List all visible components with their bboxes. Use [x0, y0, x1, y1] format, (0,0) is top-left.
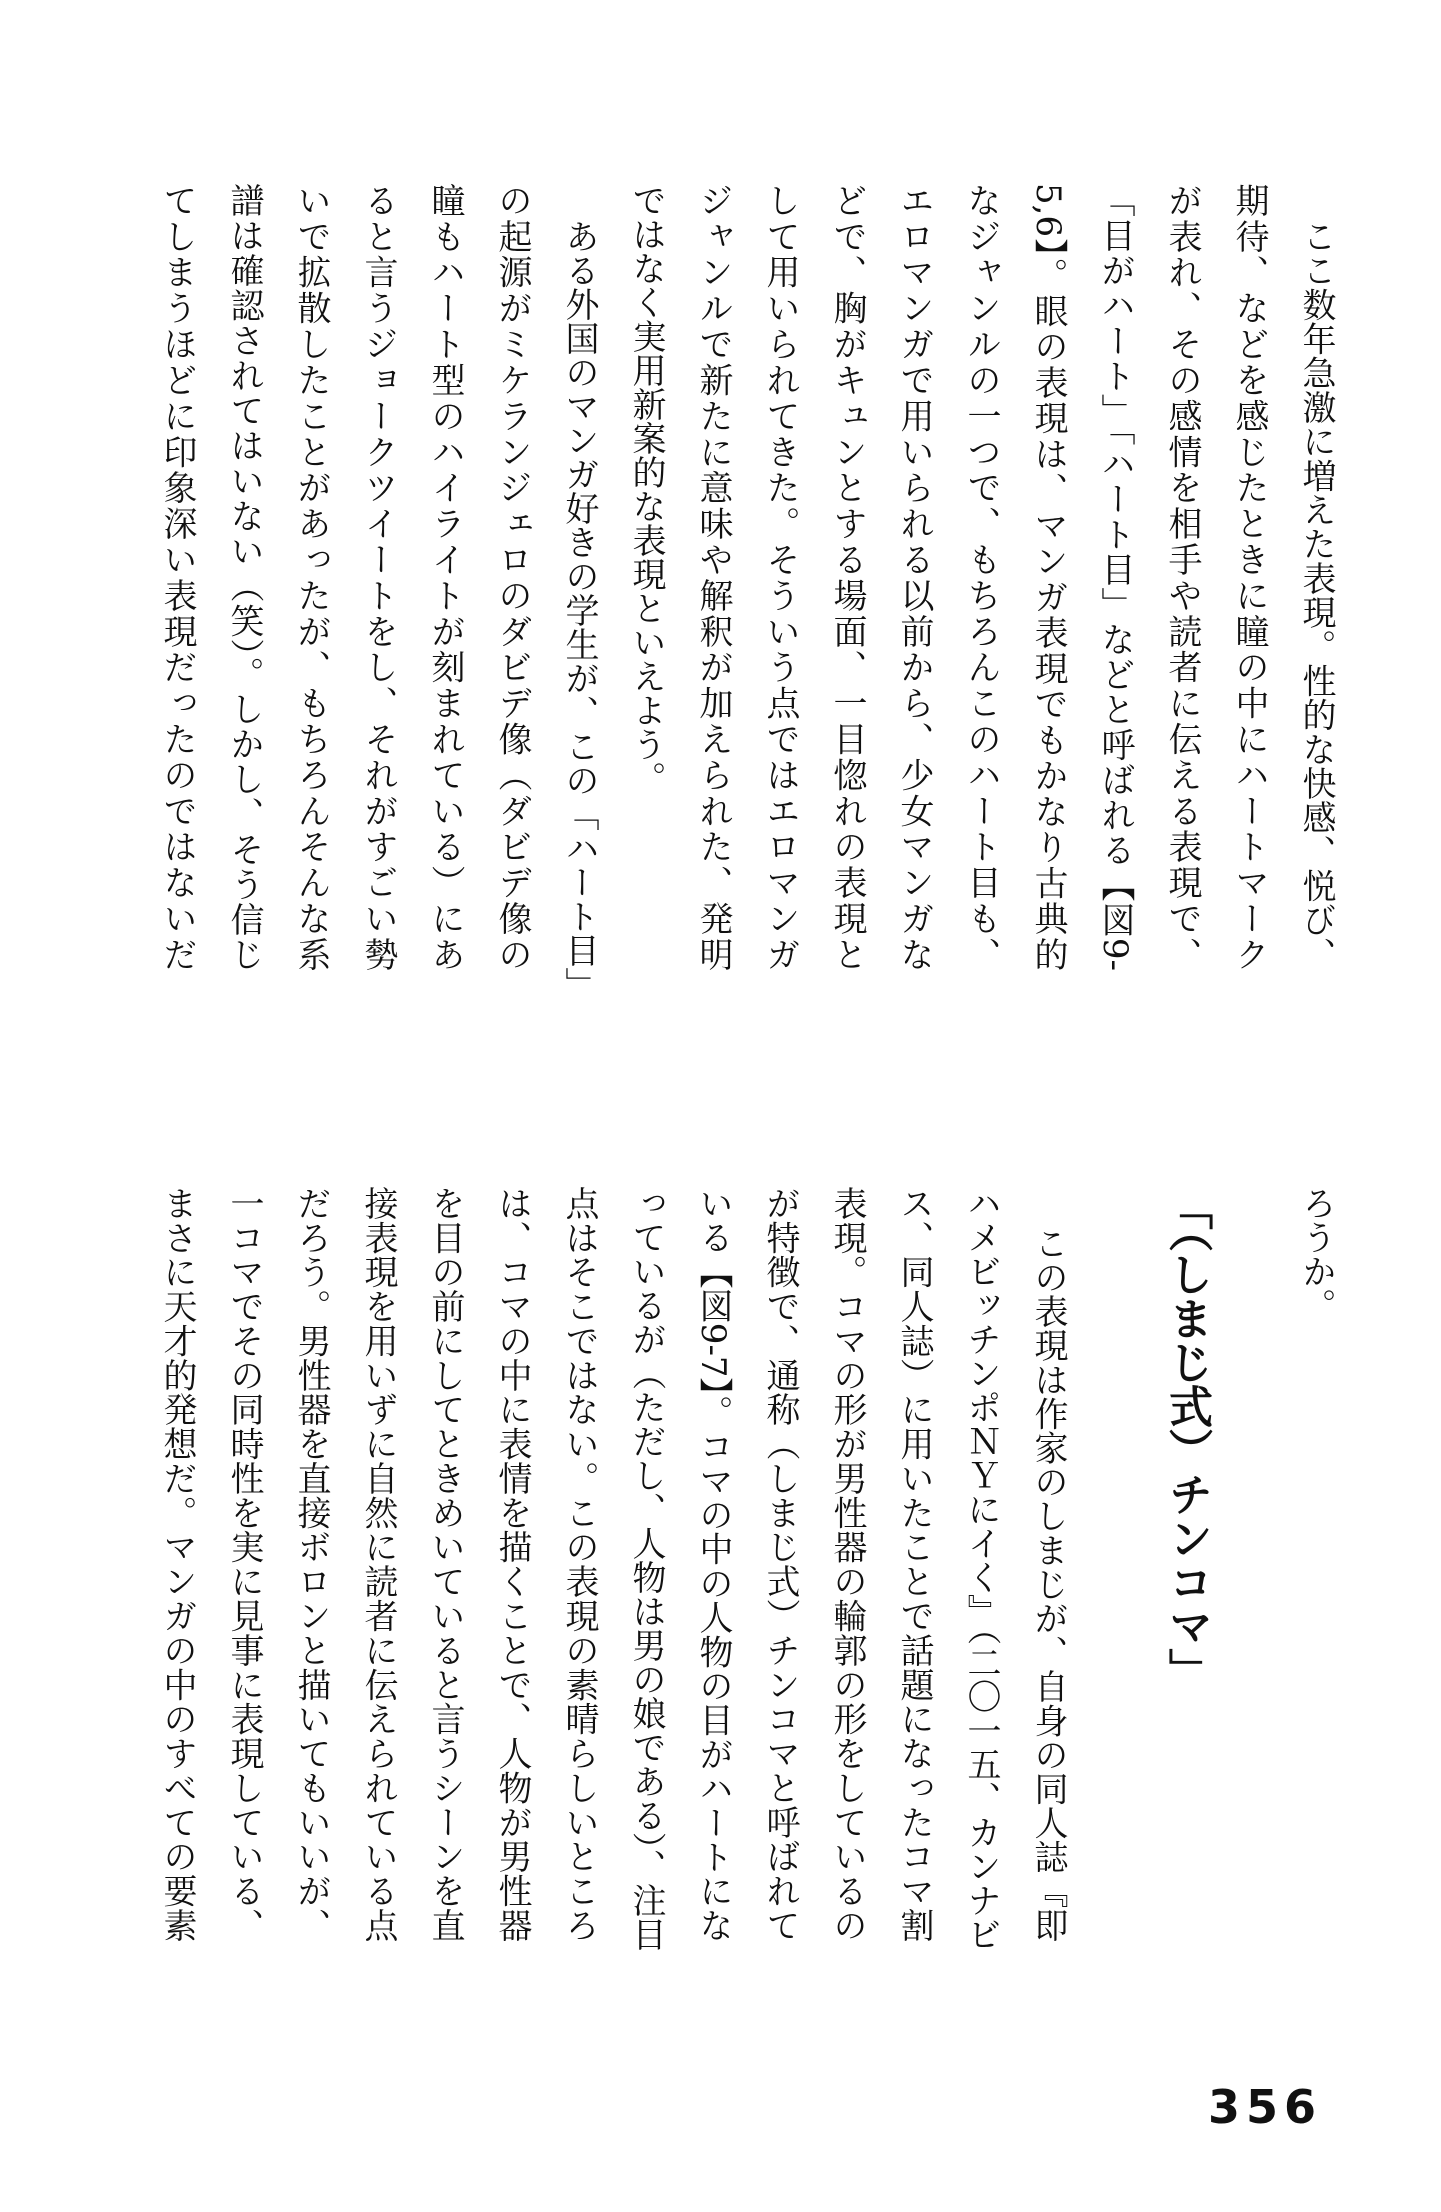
text-column: なジャンルの一つで、もちろんこのハート目も、 [961, 183, 1001, 971]
text-column: を目の前にしてときめいていると言うシーンを直 [425, 1186, 465, 1942]
text-column: ここ数年急激に増えた表現。性的な快感、悦び、 [1296, 219, 1336, 971]
page-number: 356 [1208, 2080, 1323, 2134]
text-column: エロマンガで用いられる以前から、少女マンガな [894, 183, 934, 971]
section-heading: 「（しまじ式）チンコマ」 [1161, 1186, 1212, 1692]
text-column: 瞳もハート型のハイライトが刻まれている）にあ [425, 183, 465, 971]
text-column: まさに天才的発想だ。マンガの中のすべての要素 [157, 1186, 197, 1942]
text-column: の起源がミケランジェロのダビデ像（ダビデ像の [492, 183, 532, 971]
text-column: この表現は作家のしまじが、自身の同人誌『即 [1028, 1226, 1068, 1942]
text-column: 期待、などを感じたときに瞳の中にハートマーク [1229, 183, 1269, 971]
text-column: いで拡散したことがあったが、もちろんそんな系 [291, 183, 331, 971]
text-column: 点はそこではない。この表現の素晴らしいところ [559, 1186, 599, 1942]
text-column: が特徴で、通称（しまじ式）チンコマと呼ばれて [760, 1186, 800, 1942]
text-column: 「目がハート」「ハート目」などと呼ばれる【図9- [1095, 183, 1135, 971]
text-column: して用いられてきた。そういう点ではエロマンガ [760, 183, 800, 971]
text-column: は、コマの中に表情を描くことで、人物が男性器 [492, 1186, 532, 1942]
text-column: どで、胸がキュンとする場面、一目惚れの表現と [827, 183, 867, 971]
text-column: てしまうほどに印象深い表現だったのではないだ [157, 183, 197, 971]
text-column: だろう。男性器を直接ボロンと描いてもいいが、 [291, 1186, 331, 1942]
text-column: ある外国のマンガ好きの学生が、この「ハート目」 [559, 219, 599, 1001]
text-column: ス、同人誌）に用いたことで話題になったコマ割 [894, 1186, 934, 1942]
text-column: ジャンルで新たに意味や解釈が加えられた、発明 [693, 183, 733, 971]
text-column: ると言うジョークツイートをし、それがすごい勢 [358, 183, 398, 971]
text-column: ハメビッチンポＮＹにイく』（二〇一五、カンナビ [961, 1186, 1001, 1951]
text-column: 表現。コマの形が男性器の輪郭の形をしているの [827, 1186, 867, 1942]
text-column: 譜は確認されてはいない（笑）。しかし、そう信じ [224, 183, 264, 971]
text-column: 接表現を用いずに自然に読者に伝えられている点 [358, 1186, 398, 1942]
text-column: ではなく実用新案的な表現といえよう。 [626, 183, 666, 795]
text-column: ろうか。 [1296, 1186, 1336, 1322]
text-column: 一コマでその同時性を実に見事に表現している、 [224, 1186, 264, 1942]
text-column: いる【図9-7】。コマの中の人物の目がハートにな [693, 1186, 733, 1942]
text-column: が表れ、その感情を相手や読者に伝える表現で、 [1162, 183, 1202, 971]
text-column: 5,6】。眼の表現は、マンガ表現でもかなり古典的 [1028, 183, 1068, 971]
text-column: っているが（ただし、人物は男の娘である）、注目 [626, 1186, 666, 1951]
